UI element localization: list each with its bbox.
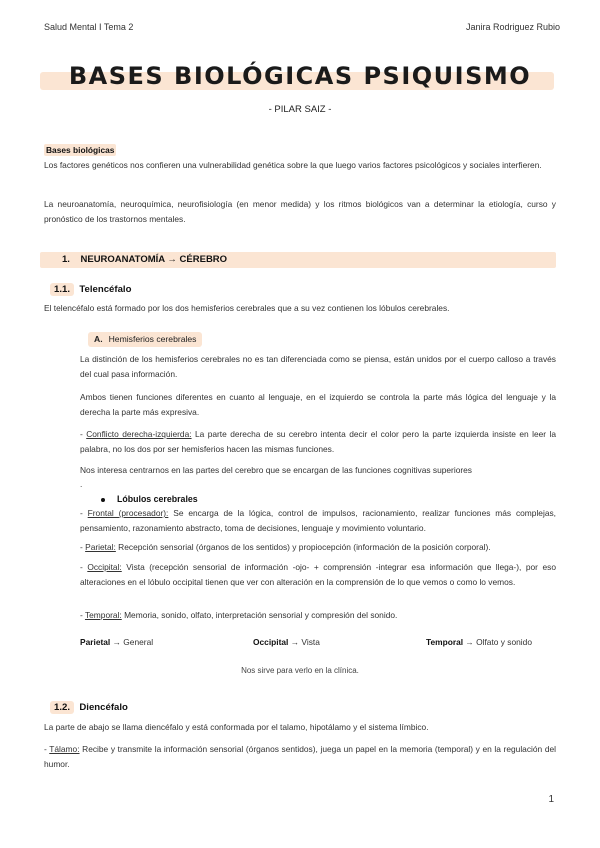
header-course: Salud Mental I Tema 2 [44, 22, 134, 32]
bases-paragraph-2: La neuroanatomía, neuroquímica, neurofisiología (en menor medida) y los ritmos biológicos van a determinar la etiología, curso y pronóstico de los trastornos mentales. [44, 199, 556, 224]
summary-occipital: Occipital → Vista [253, 637, 320, 647]
subsection-a-heading: A. Hemisferios cerebrales [88, 332, 202, 347]
lobulo-occipital: - Occipital: Vista (recepción sensorial de información -ojo- + comprensión -integrar esa información que llega-), por eso alteraciones en el lóbulo occipital tienen que ver con alteración en la comprensión de lo que vemos o como lo vemos. [80, 562, 556, 587]
clinic-note: Nos sirve para verlo en la clínica. [241, 666, 359, 675]
page-title: BASES BIOLÓGICAS PSIQUISMO [68, 62, 532, 90]
talamo-paragraph: - Tálamo: Recibe y transmite la información sensorial (órganos sentidos), juega un papel en la memoria (temporal) y en la regulación del humor. [44, 744, 557, 769]
hemisferios-paragraph-1: La distinción de los hemisferios cerebrales no es tan diferenciada como se piensa, están unidos por el cuerpo calloso a través del cual pasa información. [80, 354, 556, 379]
summary-parietal: Parietal → General [80, 637, 154, 647]
bases-heading: Bases biológicas [46, 145, 115, 155]
lobulos-bullet-heading: Lóbulos cerebrales [101, 494, 198, 504]
conflicto-paragraph: - Conflicto derecha-izquierda: La parte derecha de su cerebro intenta decir el color pero la parte izquierda insiste en leer la palabra, no los dos por ser hemisferios hacen las mismas funciones. [80, 429, 556, 454]
summary-temporal: Temporal → Olfato y sonido [426, 637, 532, 647]
lobulo-parietal: - Parietal: Recepción sensorial (órganos de los sentidos) y propiocepción (información de la posición corporal). [80, 542, 491, 552]
bases-paragraph-1: Los factores genéticos nos confieren una vulnerabilidad genética sobre la que luego varios factores psicológicos y sociales interfieren. [44, 160, 542, 170]
section-1-heading: 1. NEUROANATOMÍA → CÉREBRO [62, 254, 228, 265]
bullet-icon [101, 498, 105, 502]
hemisferios-paragraph-4: Nos interesa centrarnos en las partes del cerebro que se encargan de las funciones cognitivas superiores [80, 465, 472, 475]
telencefalo-paragraph: El telencéfalo está formado por los dos hemisferios cerebrales que a su vez contienen los lóbulos cerebrales. [44, 303, 450, 313]
hemisferios-paragraph-2: Ambos tienen funciones diferentes en cuanto al lenguaje, en el izquierdo se controla la parte más lógica del lenguaje y la derecha la parte más expresiva. [80, 392, 556, 417]
page-number: 1 [548, 794, 554, 805]
lobulo-temporal: - Temporal: Memoria, sonido, olfato, interpretación sensorial y compresión del sonido. [80, 610, 398, 620]
section-1-2-heading: 1.2. Diencéfalo [50, 701, 128, 714]
page-subtitle: - PILAR SAIZ - [268, 104, 332, 115]
diencefalo-paragraph: La parte de abajo se llama diencéfalo y está conformada por el talamo, hipotálamo y el sistema límbico. [44, 722, 429, 732]
stray-period: . [80, 479, 83, 489]
lobulo-frontal: - Frontal (procesador): Se encarga de la lógica, control de impulsos, racionamiento, realizar funciones más complejas, pensamiento, razonamiento abstracto, toma de decisiones, lenguaje y movimiento voluntario. [80, 508, 556, 533]
section-1-1-heading: 1.1. Telencéfalo [50, 283, 131, 296]
header-author: Janira Rodriguez Rubio [465, 22, 560, 32]
